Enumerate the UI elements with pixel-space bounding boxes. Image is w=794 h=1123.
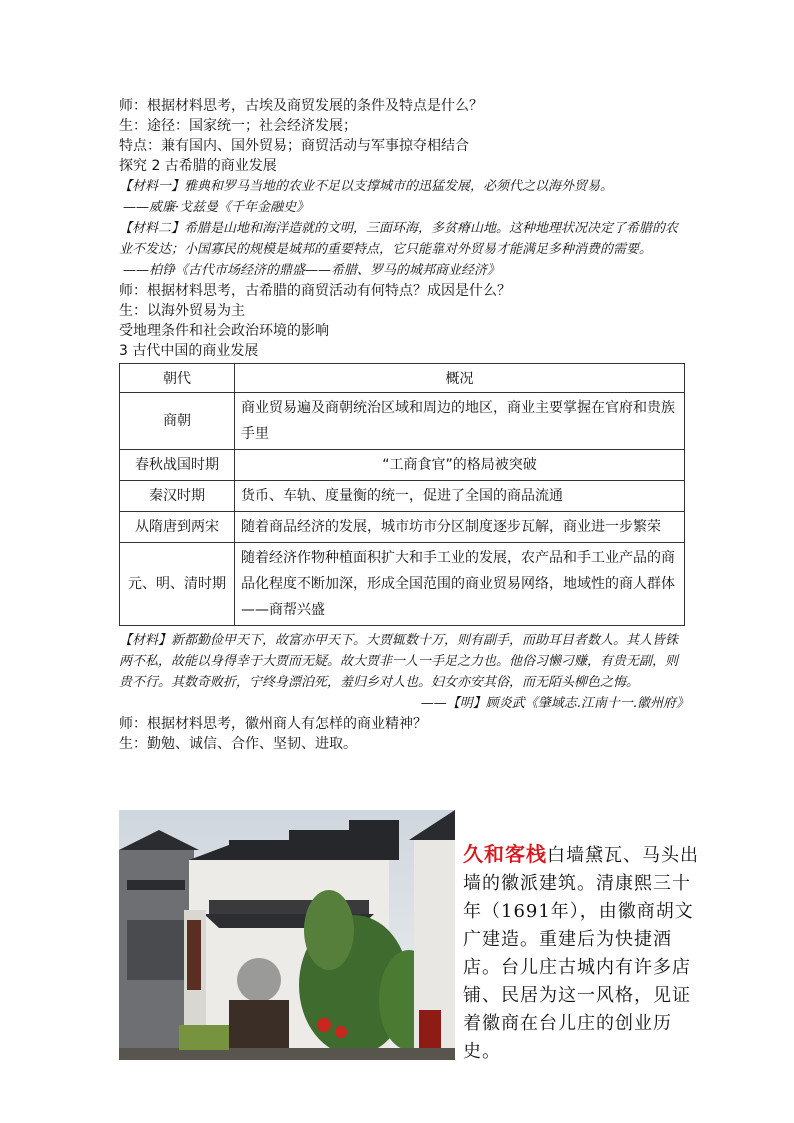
table-row bbox=[120, 393, 685, 450]
material-huizhou: 【材料】新都勤俭甲天下，故富亦甲天下。大贾辄数十万，则有副手，而助耳目者数人。其人皆铢两不私，故能以身得幸于大贾而无疑。故大贾非一人一手足之力也。他俗习懒刁赚，有贵无副，则贵不行。其数奇败折，宁终身漂泊死，羞归乡对人也。妇女亦安其俗，而无陌头柳色之悔。 bbox=[119, 633, 679, 690]
section-heading-greece: 探究 2 古希腊的商业发展 bbox=[119, 158, 277, 174]
table-header-summary: 概况 bbox=[235, 364, 685, 393]
summary-cell: 随着商品经济的发展，城市坊市分区制度逐步瓦解，商业进一步繁荣 bbox=[235, 512, 685, 543]
section-heading-china: 3 古代中国的商业发展 bbox=[119, 343, 259, 359]
material-one: 【材料一】雅典和罗马当地的农业不足以支撑城市的迅猛发展，必须代之以海外贸易。 bbox=[119, 179, 614, 194]
dynasty-cell: 商朝 bbox=[120, 393, 235, 450]
summary-cell: 货币、车轨、度量衡的统一，促进了全国的商品流通 bbox=[235, 481, 685, 512]
inn-photo-illustration bbox=[119, 810, 455, 1060]
dynasty-cell: 元、明、清时期 bbox=[120, 543, 235, 626]
inn-caption-body: 白墙黛瓦、马头出墙的徽派建筑。清康熙三十年（1691年），由徽商胡文广建造。重建后为快捷酒店。台儿庄古城内有许多店铺、民居为这一风格，见证着徽商在台儿庄的创业历史。 bbox=[463, 845, 699, 1062]
dynasty-cell: 春秋战国时期 bbox=[120, 450, 235, 481]
inn-figure bbox=[119, 810, 699, 1062]
student-answer-huizhou: 生：勤勉、诚信、合作、坚韧、进取。 bbox=[119, 736, 357, 752]
student-answer-path: 生：途径：国家统一；社会经济发展； bbox=[119, 118, 357, 134]
teacher-question-egypt: 师：根据材料思考，古埃及商贸发展的条件及特点是什么？ bbox=[119, 98, 483, 114]
material-huizhou-source: ——【明】顾炎武《肇域志.江南十一.徽州府》 bbox=[420, 696, 689, 711]
summary-cell: “工商食官”的格局被突破 bbox=[235, 450, 685, 481]
teacher-question-greece: 师：根据材料思考，古希腊的商贸活动有何特点？成因是什么？ bbox=[119, 283, 511, 299]
dynasty-cell: 秦汉时期 bbox=[120, 481, 235, 512]
material-two-source: ——柏铮《古代市场经济的鼎盛——希腊、罗马的城邦商业经济》 bbox=[123, 263, 501, 278]
student-answer-greece-cause: 受地理条件和社会政治环境的影响 bbox=[119, 323, 329, 339]
student-answer-feature: 特点：兼有国内、国外贸易；商贸活动与军事掠夺相结合 bbox=[119, 138, 469, 154]
table-row bbox=[120, 543, 685, 626]
table-row bbox=[120, 481, 685, 512]
inn-caption bbox=[463, 840, 701, 1066]
document-body bbox=[119, 96, 689, 754]
table-header-dynasty: 朝代 bbox=[120, 364, 235, 393]
summary-cell: 商业贸易遍及商朝统治区域和周边的地区，商业主要掌握在官府和贵族手里 bbox=[235, 393, 685, 450]
summary-cell: 随着经济作物种植面积扩大和手工业的发展，农产品和手工业产品的商品化程度不断加深，形成全国范围的商业贸易网络，地域性的商人群体——商帮兴盛 bbox=[235, 543, 685, 626]
table-row bbox=[120, 512, 685, 543]
dynasty-table bbox=[119, 363, 685, 626]
huizhou-inn-photo bbox=[119, 810, 455, 1060]
table-header-row bbox=[120, 364, 685, 393]
material-two: 【材料二】希腊是山地和海洋造就的文明，三面环海，多贫瘠山地。这种地理状况决定了希腊的农业不发达；小国寡民的规模是城邦的重要特点，它只能靠对外贸易才能满足多种消费的需要。 bbox=[119, 221, 679, 257]
teacher-question-huizhou: 师：根据材料思考，徽州商人有怎样的商业精神？ bbox=[119, 716, 427, 732]
material-one-source: ——威廉·戈兹曼《千年金融史》 bbox=[123, 200, 310, 215]
dynasty-cell: 从隋唐到两宋 bbox=[120, 512, 235, 543]
student-answer-greece: 生：以海外贸易为主 bbox=[119, 303, 245, 319]
inn-caption-title: 久和客栈 bbox=[463, 842, 547, 866]
table-row bbox=[120, 450, 685, 481]
